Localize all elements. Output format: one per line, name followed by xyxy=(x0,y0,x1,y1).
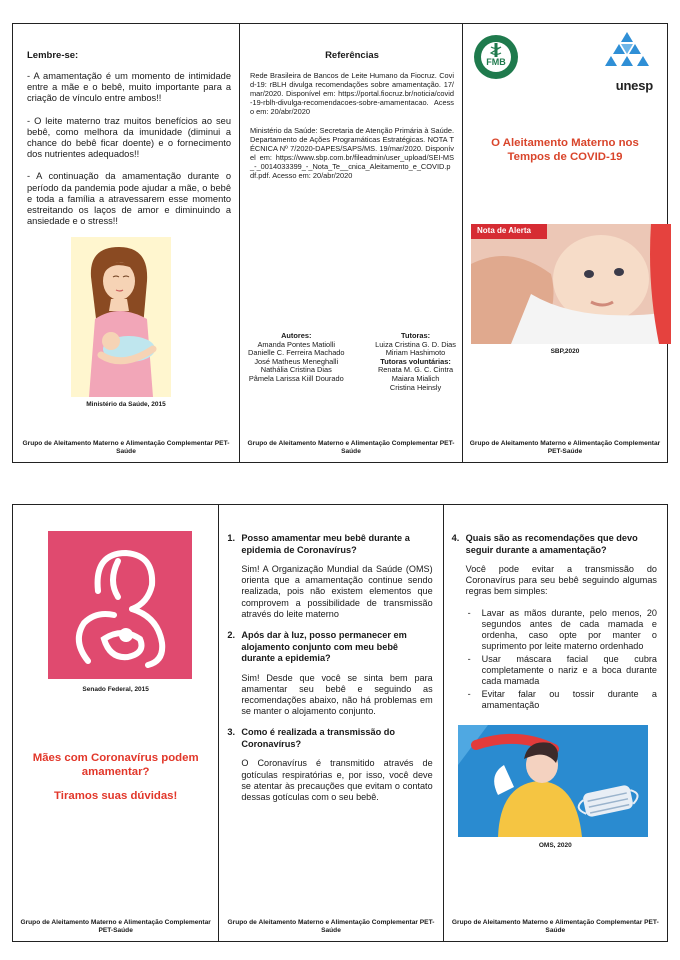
recommendation-item: - Lavar as mãos durante, pelo menos, 20 segundos antes de cada mamada e ordenha, caso opte por manter o suprimento por leite materno ordenhado xyxy=(482,608,657,652)
brochure-inner-sheet xyxy=(12,504,668,942)
remember-item: - A amamentação é um momento de intimidade entre a mãe e o bebê, muito importante para a criação de vínculo entre ambos!! xyxy=(27,71,231,104)
answer-text: Sim! A Organização Mundial da Saúde (OMS) orienta que a amamentação continue sendo realizada, pois não existem elementos que comprovem a possibilidade de transmissão através do leite materno xyxy=(241,564,433,619)
panel-recommendations xyxy=(444,505,667,941)
oms-mask-illustration xyxy=(458,725,648,837)
brochure-title: O Aleitamento Materno nos Tempos de COVID-19 xyxy=(491,137,639,163)
recommendation-item: - Usar máscara facial que cubra completamente o nariz e a boca durante cada mamada xyxy=(482,654,657,687)
question-title xyxy=(452,533,657,556)
recommendation-item: - Evitar falar ou tossir durante a amamentação xyxy=(482,689,657,711)
question-number: 3. xyxy=(227,727,235,738)
question-title xyxy=(227,727,432,750)
tutors-list xyxy=(375,332,456,392)
answer-text: Sim! Desde que você se sinta bem para amamentar seu bebê e seguindo as recomendações abaixo, não há problemas em se manter o alojamento conjunto. xyxy=(241,672,433,717)
question-number: 4. xyxy=(451,533,460,543)
panel-questions xyxy=(219,505,443,941)
slogan-question: Mães com Coronavírus podem amamentar? xyxy=(32,752,199,778)
unesp-wordmark: unesp xyxy=(615,78,653,93)
reference-item: Rede Brasileira de Bancos de Leite Humano da Fiocruz. Covid-19: rBLH divulga recomendações sobre amamentação. 17/mar/2020. Disponível em: https://portal.fiocruz.br/noticia/covid-19-rblh-divulga-recomendacoes-sobre-amamentacao. Acesso em: 20/abr/2020 xyxy=(250,71,454,116)
breastfeeding-mother-illustration xyxy=(71,237,171,397)
tutor-name: Miriam Hashimoto xyxy=(385,348,446,358)
question-title xyxy=(227,533,432,556)
breastfeeding-pink-illustration xyxy=(48,531,192,679)
volunteer-name: Renata M. G. C. Cintra xyxy=(377,365,454,375)
footer-credit: Grupo de Aleitamento Materno e Alimentação Complementar PET-Saúde xyxy=(22,440,230,455)
baby-breastfeeding-photo xyxy=(471,224,671,344)
question-number: 2. xyxy=(227,630,235,641)
slogan-answer: Tiramos suas dúvidas! xyxy=(54,790,178,802)
sbp-caption: SBP,2020 xyxy=(550,348,580,355)
footer-credit: Grupo de Aleitamento Materno e Alimentação Complementar PET-Saúde xyxy=(20,919,211,934)
brochure-outer-sheet xyxy=(12,23,668,463)
question-text: Como é realizada a transmissão do Coronavírus? xyxy=(241,727,396,749)
footer-credit: Grupo de Aleitamento Materno e Alimentação Complementar PET-Saúde xyxy=(469,440,661,455)
question-text: Quais são as recomendações que devo seguir durante a amamentação? xyxy=(465,533,638,555)
footer-credit: Grupo de Aleitamento Materno e Alimentação Complementar PET-Saúde xyxy=(451,919,659,934)
unesp-triangle-logo xyxy=(599,30,655,78)
remember-item: - A continuação da amamentação durante o período da pandemia pode ajudar a mãe, o bebê e toda a família a atravessarem esse momento estreitando os laços de amor e diminuindo a ansiedade e o stress!! xyxy=(27,171,231,227)
question-number: 1. xyxy=(227,533,235,543)
panel-intro xyxy=(13,505,219,941)
author-name: José Matheus Meneghalli xyxy=(254,356,339,366)
ministerio-caption: Ministério da Saúde, 2015 xyxy=(86,401,166,408)
volunteers-title: Tutoras voluntárias: xyxy=(380,356,451,366)
fmb-text: FMB xyxy=(486,57,506,67)
reference-item: Ministério da Saúde: Secretaria de Atenção Primária à Saúde. Departamento de Ações Programáticas Estratégicas. NOTA TÉCNICA Nº 7/2020-DAPES/SAPS/MS. 19/mar/2020. Disponível em: https://www.sbp.com.br/fileadmin/user_upload/SEI-MS_-_0014033399_-_Nota_Te__cnica_Aleitamento_e_COVID.pdf.pdf. Acesso em: 20/abr/2020 xyxy=(250,126,454,180)
question-title xyxy=(227,630,432,665)
tutor-name: Luiza Cristina G. D. Dias xyxy=(375,339,456,349)
panel-references xyxy=(240,24,463,462)
volunteer-name: Cristina Heinsly xyxy=(389,382,442,392)
author-name: Pâmela Larissa Kiill Dourado xyxy=(248,373,344,383)
tutors-title: Tutoras: xyxy=(401,331,431,340)
question-text: Após dar à luz, posso permanecer em alojamento conjunto com meu bebê durante a epidemia? xyxy=(241,630,407,664)
footer-credit: Grupo de Aleitamento Materno e Alimentação Complementar PET-Saúde xyxy=(227,919,435,934)
answer-text: Você pode evitar a transmissão do Coronavírus para seu bebê seguindo algumas regras bem simples: xyxy=(465,564,657,597)
fmb-logo xyxy=(473,34,519,80)
volunteer-name: Maiara Mialich xyxy=(391,373,440,383)
panel-remember xyxy=(13,24,240,462)
author-name: Danielle C. Ferreira Machado xyxy=(248,348,345,358)
authors-list xyxy=(248,332,345,392)
oms-caption: OMS, 2020 xyxy=(538,842,572,849)
author-name: Amanda Pontes Matiolli xyxy=(257,339,336,349)
recommendation-list xyxy=(452,608,657,711)
author-name: Nathália Cristina Dias xyxy=(260,365,332,375)
question-text: Posso amamentar meu bebê durante a epidemia de Coronavírus? xyxy=(241,533,410,555)
references-heading: Referências xyxy=(325,50,379,61)
credits xyxy=(248,332,456,392)
remember-heading: Lembre-se: xyxy=(27,50,79,61)
answer-text: O Coronavírus é transmitido através de gotículas respiratórias e, por isso, você deve se atentar às precauções que evitam o contato dessas gotículas com o seu bebê. xyxy=(241,758,433,802)
panel-cover xyxy=(463,24,667,462)
remember-item: - O leite materno traz muitos benefícios ao seu bebê, como melhora da imunidade (diminui a chance do bebê ficar doente) e o fornecimento dos nutrientes adequados!! xyxy=(27,115,231,160)
authors-title: Autores: xyxy=(281,331,312,340)
senado-caption: Senado Federal, 2015 xyxy=(82,686,149,693)
alert-tag: Nota de Alerta xyxy=(471,224,547,239)
footer-credit: Grupo de Aleitamento Materno e Alimentação Complementar PET-Saúde xyxy=(247,440,455,455)
